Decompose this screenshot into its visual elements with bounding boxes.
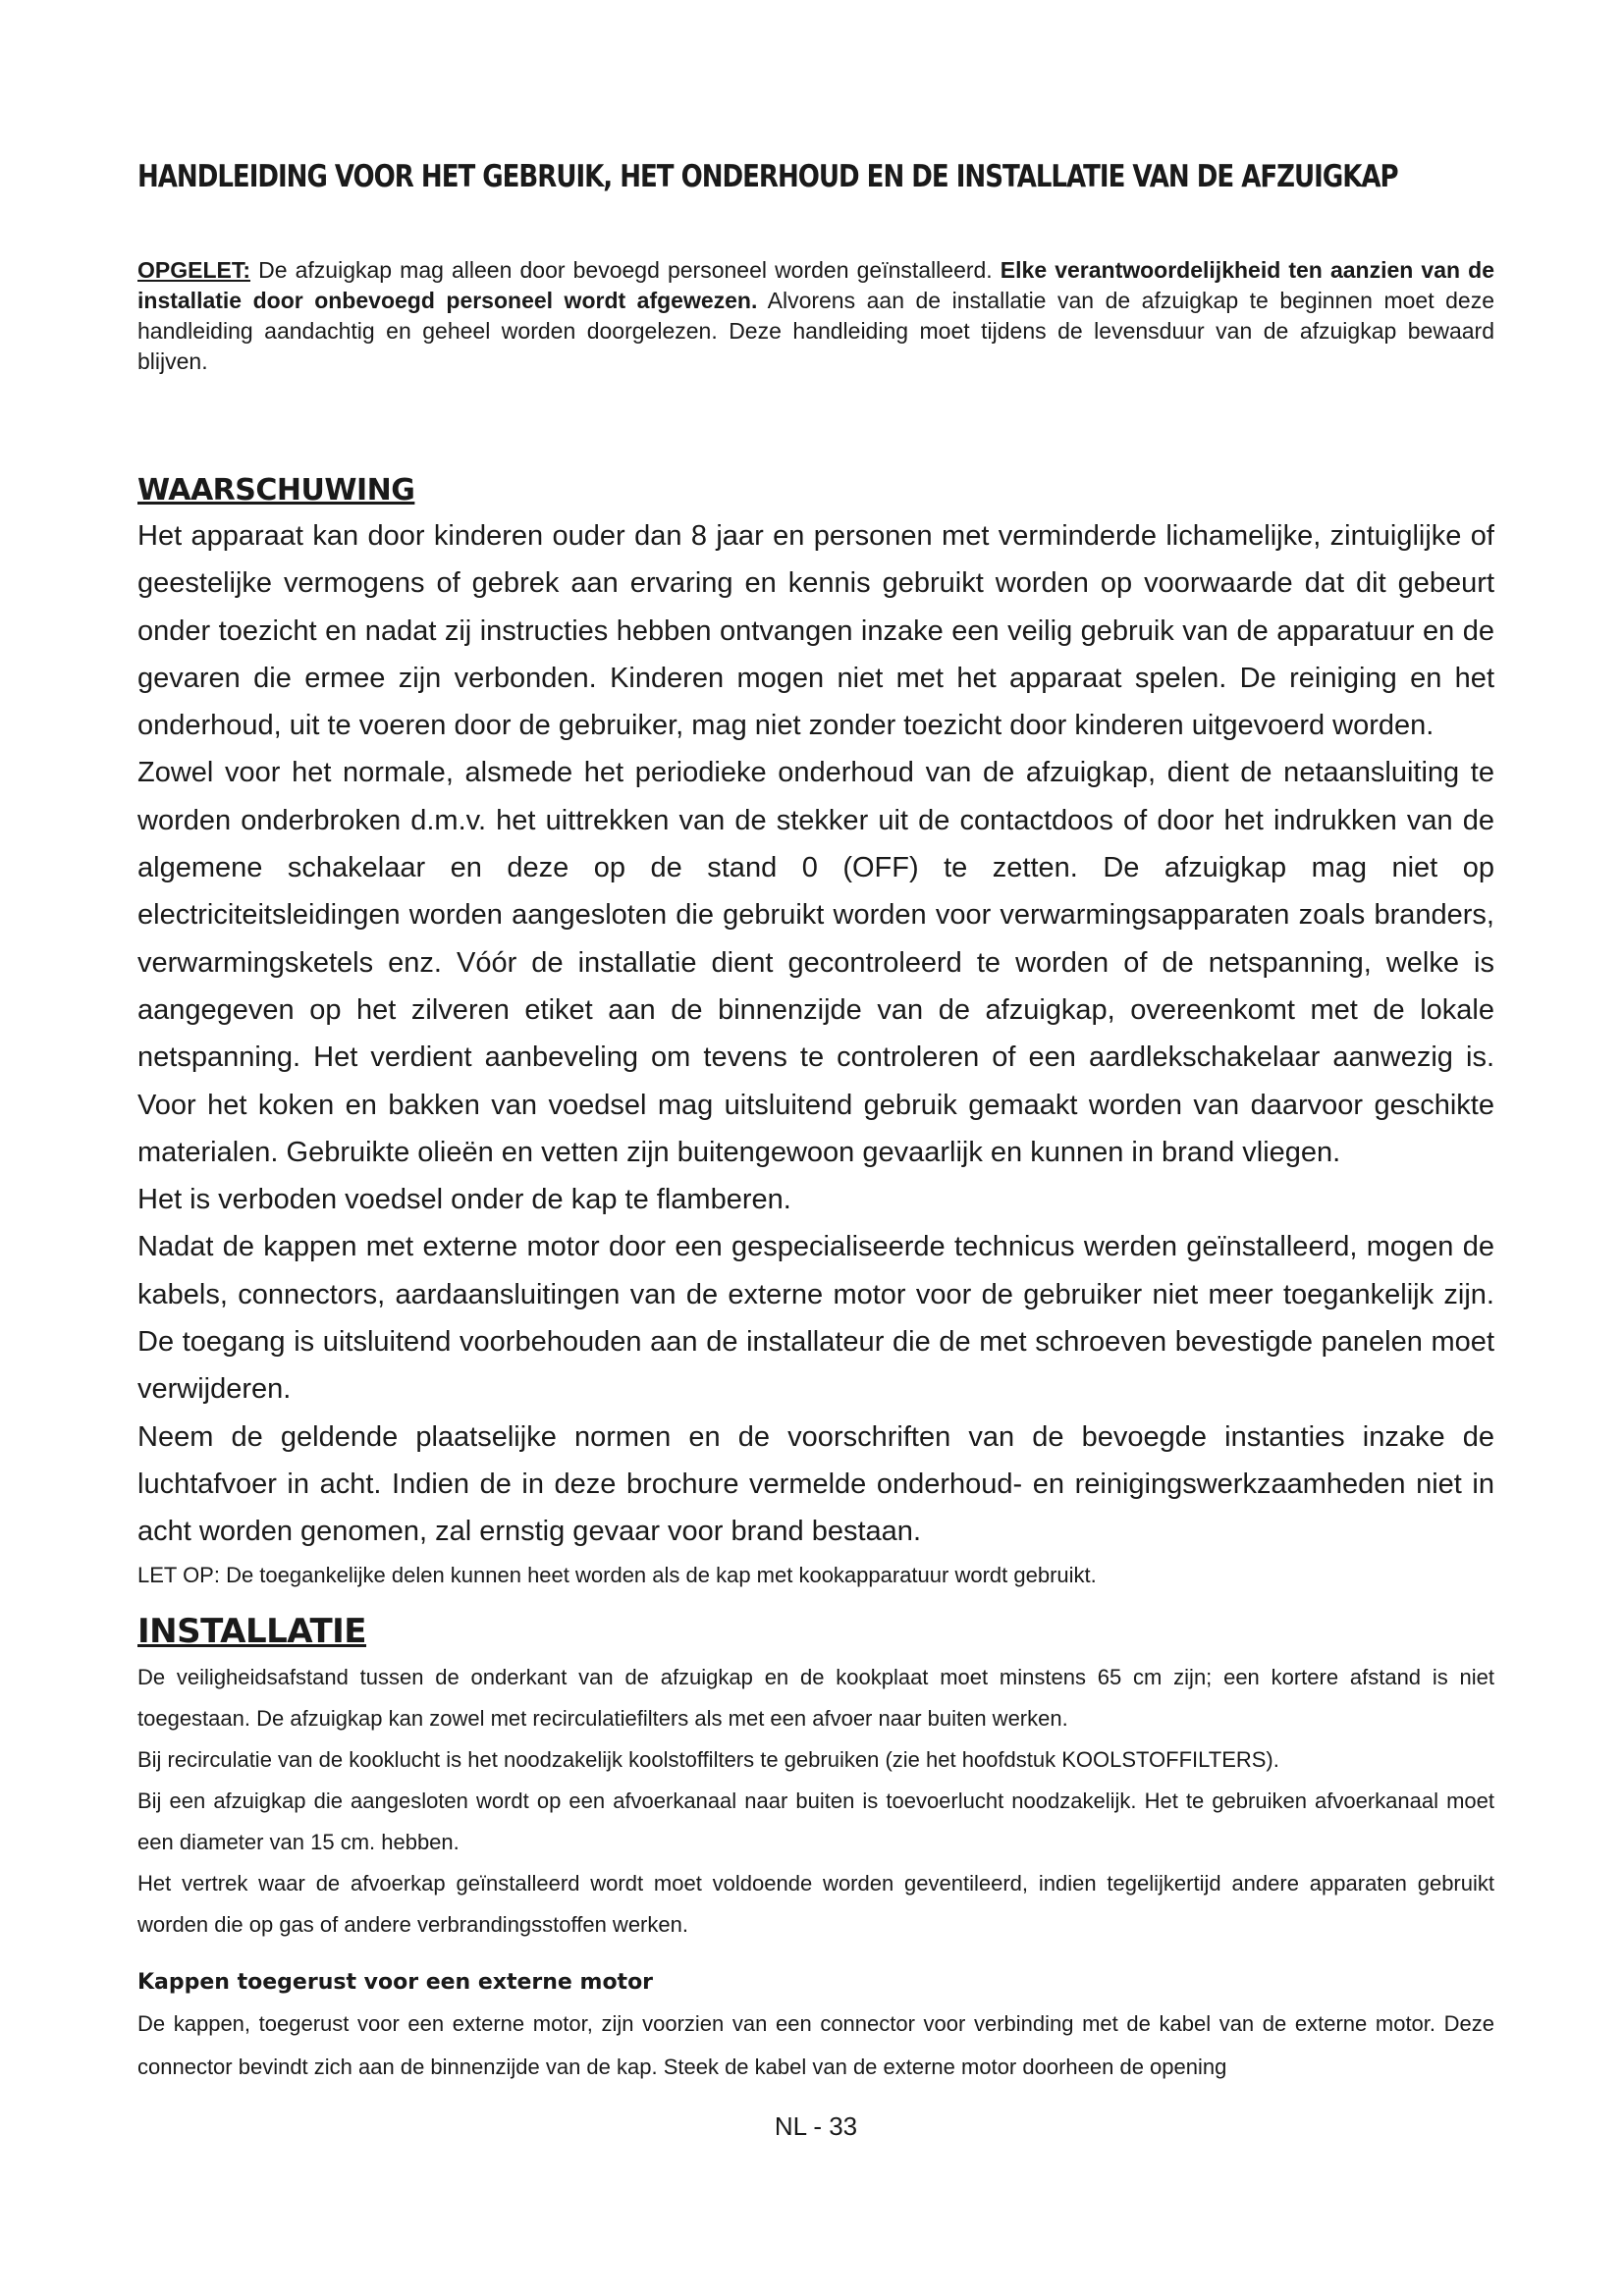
warning-heading: WAARSCHUWING xyxy=(137,473,415,507)
intro-text-1: De afzuigkap mag alleen door bevoegd personeel worden geïnstalleerd. xyxy=(250,257,1001,283)
page-number: NL - 33 xyxy=(774,2111,858,2141)
warning-paragraph-children: Het apparaat kan door kinderen ouder dan 8 jaar en personen met verminderde lichamelijke, zintuiglijke of geestelijke vermogens of gebrek aan ervaring en kennis gebruikt worden op voorwaarde dat dit gebeurt onder toezicht en nadat zij instructies hebben ontvangen inzake een veilig gebruik van de apparatuur en de gevaren die ermee zijn verbonden. Kinderen mogen niet met het apparaat spelen. De reiniging en het onderhoud, uit te voeren door de gebruiker, mag niet zonder toezicht door kinderen uitgevoerd worden. xyxy=(137,520,1494,742)
warning-paragraph-maintenance: Zowel voor het normale, alsmede het periodieke onderhoud van de afzuigkap, dient de netaansluiting te worden onderbroken d.m.v. het uittrekken van de stekker uit de contactdoos of door het indrukken van de algemene schakelaar en deze op de stand 0 (OFF) te zetten. De afzuigkap mag niet op electriciteitsleidingen worden aangesloten die gebruikt worden voor verwarmingsapparaten zoals branders, verwarmingsketels enz. Vóór de installatie dient gecontroleerd te worden of de netspanning, welke is aangegeven op het zilveren etiket aan de binnenzijde van de afzuigkap, overeenkomt met de lokale netspanning. Het verdient aanbeveling om tevens te controleren of een aardlekschakelaar aanwezig is. Voor het koken en bakken van voedsel mag uitsluitend gebruik gemaakt worden van daarvoor geschikte materialen. Gebruikte olieën en vetten zijn buitengewoon gevaarlijk en kunnen in brand vliegen. xyxy=(137,757,1494,1168)
warning-paragraph-external-motor: Nadat de kappen met externe motor door een gespecialiseerde technicus werden geïnstalleerd, mogen de kabels, connectors, aardaansluitingen van de externe motor voor de gebruiker niet meer toegankelijk zijn. De toegang is uitsluitend voorbehouden aan de installateur die de met schroeven bevestigde panelen moet verwijderen. xyxy=(137,1231,1494,1406)
warning-paragraph-regulations: Neem de geldende plaatselijke normen en de voorschriften van de bevoegde instanties inzake de luchtafvoer in acht. Indien de in deze brochure vermelde onderhoud- en reinigingswerkzaamheden niet in acht worden genomen, zal ernstig gevaar voor brand bestaan. xyxy=(137,1420,1494,1548)
external-motor-paragraph: De kappen, toegerust voor een externe motor, zijn voorzien van een connector voor verbinding met de kabel van de externe motor. Deze connector bevindt zich aan de binnenzijde van de kap. Steek de kabel van de externe motor doorheen de opening xyxy=(137,2011,1494,2079)
warning-hot-parts-note: LET OP: De toegankelijke delen kunnen heet worden als de kap met kookapparatuur wordt gebruikt. xyxy=(137,1562,1097,1587)
installation-paragraph-distance: De veiligheidsafstand tussen de onderkant van de afzuigkap en de kookplaat moet minstens 65 cm zijn; een kortere afstand is niet toegestaan. De afzuigkap kan zowel met recirculatiefilters als met een afvoer naar buiten werken. xyxy=(137,1665,1494,1731)
installation-section xyxy=(137,1657,1494,1946)
installation-paragraph-duct: Bij een afzuigkap die aangesloten wordt op een afvoerkanaal naar buiten is toevoerlucht noodzakelijk. Het te gebruiken afvoerkanaal moet een diameter van 15 cm. hebben. xyxy=(137,1789,1494,1854)
page-title: HANDLEIDING VOOR HET GEBRUIK, HET ONDERHOUD EN DE INSTALLATIE VAN DE AFZUIGKAP xyxy=(137,159,1398,194)
intro-paragraph xyxy=(137,255,1494,377)
caution-label: OPGELET: xyxy=(137,257,251,283)
installation-paragraph-recirculation: Bij recirculatie van de kooklucht is het noodzakelijk koolstoffilters te gebruiken (zie het hoofdstuk KOOLSTOFFILTERS). xyxy=(137,1747,1279,1772)
intro-bold-text: Elke verantwoordelijkheid ten aanzien van de installatie door onbevoegd personeel wordt afgewezen. xyxy=(137,257,1494,313)
intro-text-2: Alvorens aan de installatie van de afzuigkap te beginnen moet deze handleiding aandachtig en geheel worden doorgelezen. Deze handleiding moet tijdens de levensduur van de afzuigkap bewaard blijven. xyxy=(137,288,1494,374)
installation-heading: INSTALLATIE xyxy=(137,1612,367,1651)
warning-paragraph-flambe: Het is verboden voedsel onder de kap te flamberen. xyxy=(137,1184,791,1216)
installation-paragraph-ventilation: Het vertrek waar de afvoerkap geïnstalleerd wordt moet voldoende worden geventileerd, indien tegelijkertijd andere apparaten gebruikt worden die op gas of andere verbrandingsstoffen werken. xyxy=(137,1871,1494,1937)
external-motor-heading: Kappen toegerust voor een externe motor xyxy=(137,1970,654,1995)
warning-section xyxy=(137,512,1494,1595)
